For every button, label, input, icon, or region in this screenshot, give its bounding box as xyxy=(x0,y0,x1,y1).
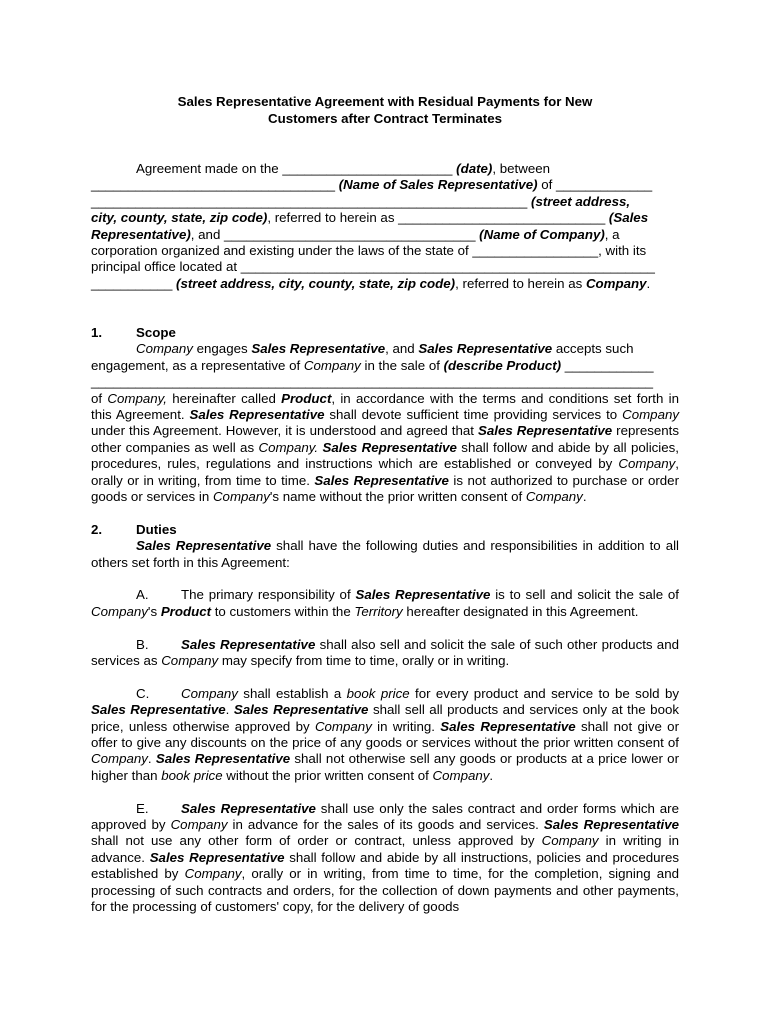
intro-text: , a xyxy=(604,226,620,242)
body-text: . xyxy=(147,751,156,767)
body-text: shall follow and abide by all policies, procedures, rules, regulations and instructions which are established or conveyed by xyxy=(91,439,679,472)
company-term: Company. xyxy=(258,439,319,455)
body-text: hereafter designated in this Agreement. xyxy=(402,603,639,619)
intro-text: , and __________________________________ xyxy=(190,226,480,242)
rep-term: Sales Representative xyxy=(251,341,386,357)
company-term: Company, xyxy=(107,390,167,406)
company-name-placeholder: (Name of Company) xyxy=(479,226,605,242)
section-number: 1. xyxy=(91,324,103,340)
rep-term: Sales Representative xyxy=(418,341,553,357)
company-term: Company xyxy=(136,341,193,357)
company-term: Company xyxy=(91,751,148,767)
document-title xyxy=(91,93,679,127)
body-text: accepts such xyxy=(552,341,634,357)
body-text: shall follow and abide by all instructions, policies and procedures established by xyxy=(91,849,679,882)
section-heading: Scope xyxy=(136,324,176,340)
company-term: Company xyxy=(541,833,599,849)
body-text: ____________ xyxy=(561,357,654,373)
intro-text: , between xyxy=(492,161,551,176)
body-text: shall also sell and solicit the sale of such other products and services as xyxy=(91,636,679,668)
rep-term: Sales Representative xyxy=(136,538,272,554)
company-term: Company xyxy=(618,456,676,472)
rep-term: (Sales xyxy=(608,210,649,226)
body-text: shall not otherwise sell any goods or products at a price lower or higher than xyxy=(91,751,680,783)
product-placeholder: (describe Product) xyxy=(443,357,562,373)
duty-paragraph-e xyxy=(91,801,679,916)
rep-term: Sales Representative xyxy=(233,702,369,718)
company-term: Company xyxy=(91,603,148,619)
book-price-term: book price xyxy=(346,685,410,701)
intro-text: ___________________________________________________________ xyxy=(91,193,532,209)
body-text: . xyxy=(582,488,587,504)
body-text: , orally or in writing, from time to time, for the completion, signing and processing of such contracts and orders, for the collection of down payments and other payments, for the processing of customers' copy, for the delivery of goods xyxy=(91,866,679,915)
product-term: Product xyxy=(160,603,212,619)
date-placeholder: (date) xyxy=(456,161,493,176)
rep-term: Representative) xyxy=(91,226,191,242)
company-term: Company xyxy=(184,866,242,882)
intro-text: Agreement made on the _______________________ xyxy=(136,161,457,176)
body-text: shall not use any other form of order or contract, unless approved by xyxy=(91,833,542,849)
book-price-term: book price xyxy=(161,767,223,783)
body-text: of xyxy=(91,390,108,406)
intro-paragraph xyxy=(91,161,679,292)
paragraph-label: C. xyxy=(136,685,150,701)
rep-term: Sales Representative xyxy=(181,636,316,652)
paragraph-label: A. xyxy=(136,587,149,603)
body-text: , in accordance with the terms and conditions set forth in this Agreement. xyxy=(91,390,680,422)
company-term: Company xyxy=(181,685,238,701)
intro-text: . xyxy=(646,275,651,291)
rep-term: Sales Representative xyxy=(155,751,291,767)
title-line-1: Sales Representative Agreement with Residual Payments for New xyxy=(177,94,593,109)
territory-term: Territory xyxy=(354,603,403,619)
body-text: . xyxy=(225,702,234,718)
rep-term: Sales Representative xyxy=(189,406,325,422)
body-text: in writing in advance. xyxy=(91,833,679,865)
body-text: shall sell all products and services only at the book price, unless otherwise approved by xyxy=(91,702,680,734)
rep-name-placeholder: (Name of Sales Representative) xyxy=(338,177,538,193)
body-text: , and xyxy=(385,341,419,357)
duty-paragraph-b xyxy=(91,637,679,670)
company-term: Company xyxy=(314,718,372,734)
section-scope xyxy=(91,325,679,505)
blank-line: ____________________________________________________________________________ xyxy=(91,374,654,390)
company-term: Company xyxy=(161,652,219,668)
intro-text: , referred to herein as xyxy=(455,275,586,291)
document-page xyxy=(91,93,679,915)
company-term: Company xyxy=(585,275,647,291)
rep-term: Sales Representative xyxy=(314,472,449,488)
rep-term: Sales Representative xyxy=(322,439,457,455)
company-term: Company xyxy=(525,488,583,504)
body-text: shall use only the sales contract and order forms which are approved by xyxy=(91,800,680,832)
body-text: shall devote sufficient time providing services to xyxy=(324,406,623,422)
paragraph-label: E. xyxy=(136,800,149,816)
rep-term: Sales Representative xyxy=(149,849,285,865)
paragraph-label: B. xyxy=(136,636,149,652)
title-line-2: Customers after Contract Terminates xyxy=(268,111,502,126)
body-text: engagement, as a representative of xyxy=(91,357,304,373)
product-term: Product xyxy=(281,390,332,406)
body-text: may specify from time to time, orally or in writing. xyxy=(218,652,510,668)
address-placeholder: city, county, state, zip code) xyxy=(91,210,268,226)
company-term: Company xyxy=(303,357,361,373)
duty-paragraph-a xyxy=(91,587,679,620)
intro-text: principal office located at ________________________________________________________ xyxy=(91,259,655,275)
section-duties xyxy=(91,522,679,571)
company-term: Company xyxy=(170,816,228,832)
body-text: without the prior written consent of xyxy=(222,767,433,783)
body-text: 's xyxy=(147,603,161,619)
body-text: shall have the following duties and responsibilities in addition to all others set forth in this Agreement: xyxy=(91,538,680,570)
body-text: in writing. xyxy=(371,718,441,734)
rep-term: Sales Representative xyxy=(181,800,316,816)
section-heading: Duties xyxy=(136,521,177,537)
body-text: to customers within the xyxy=(211,603,355,619)
body-text: is to sell and solicit the sale of xyxy=(490,587,679,603)
intro-text: _________________________________ xyxy=(91,177,339,193)
body-text: represents other companies as well as xyxy=(91,423,679,455)
body-text: The primary responsibility of xyxy=(181,587,356,603)
body-text: , orally or in writing, from time to time. xyxy=(91,456,679,488)
body-text: hereinafter called xyxy=(167,390,282,406)
rep-term: Sales Representative xyxy=(355,587,491,603)
body-text: shall not give or offer to give any discounts on the price of any goods or services without the prior written consent of xyxy=(91,718,679,750)
body-text: in advance for the sales of its goods and services. xyxy=(227,816,544,832)
intro-text: ___________ xyxy=(91,275,177,291)
address-placeholder: (street address, city, county, state, zip code) xyxy=(176,275,456,291)
body-text: is not authorized to purchase or order goods or services in xyxy=(91,472,680,504)
duty-paragraph-c xyxy=(91,686,679,784)
section-number: 2. xyxy=(91,521,103,537)
body-text: shall establish a xyxy=(237,685,347,701)
intro-text: corporation organized and existing under the laws of the state of _________________, with its xyxy=(91,242,647,258)
rep-term: Sales Representative xyxy=(478,423,613,439)
body-text: . xyxy=(489,767,494,783)
address-placeholder: (street address, xyxy=(531,193,631,209)
rep-term: Sales Representative xyxy=(440,718,576,734)
body-text: in the sale of xyxy=(360,357,444,373)
rep-term: Sales Representative xyxy=(91,702,226,718)
scope-body xyxy=(91,391,679,506)
body-text: 's name without the prior written consent of xyxy=(269,488,526,504)
company-term: Company xyxy=(622,406,680,422)
body-text: engages xyxy=(192,341,252,357)
company-term: Company xyxy=(432,767,490,783)
intro-text: of _____________ xyxy=(537,177,653,193)
intro-text: , referred to herein as ____________________________ xyxy=(267,210,609,226)
rep-term: Sales Representative xyxy=(543,816,679,832)
body-text: for every product and service to be sold by xyxy=(409,685,679,701)
company-term: Company xyxy=(212,488,270,504)
body-text: under this Agreement. However, it is understood and agreed that xyxy=(91,423,479,439)
